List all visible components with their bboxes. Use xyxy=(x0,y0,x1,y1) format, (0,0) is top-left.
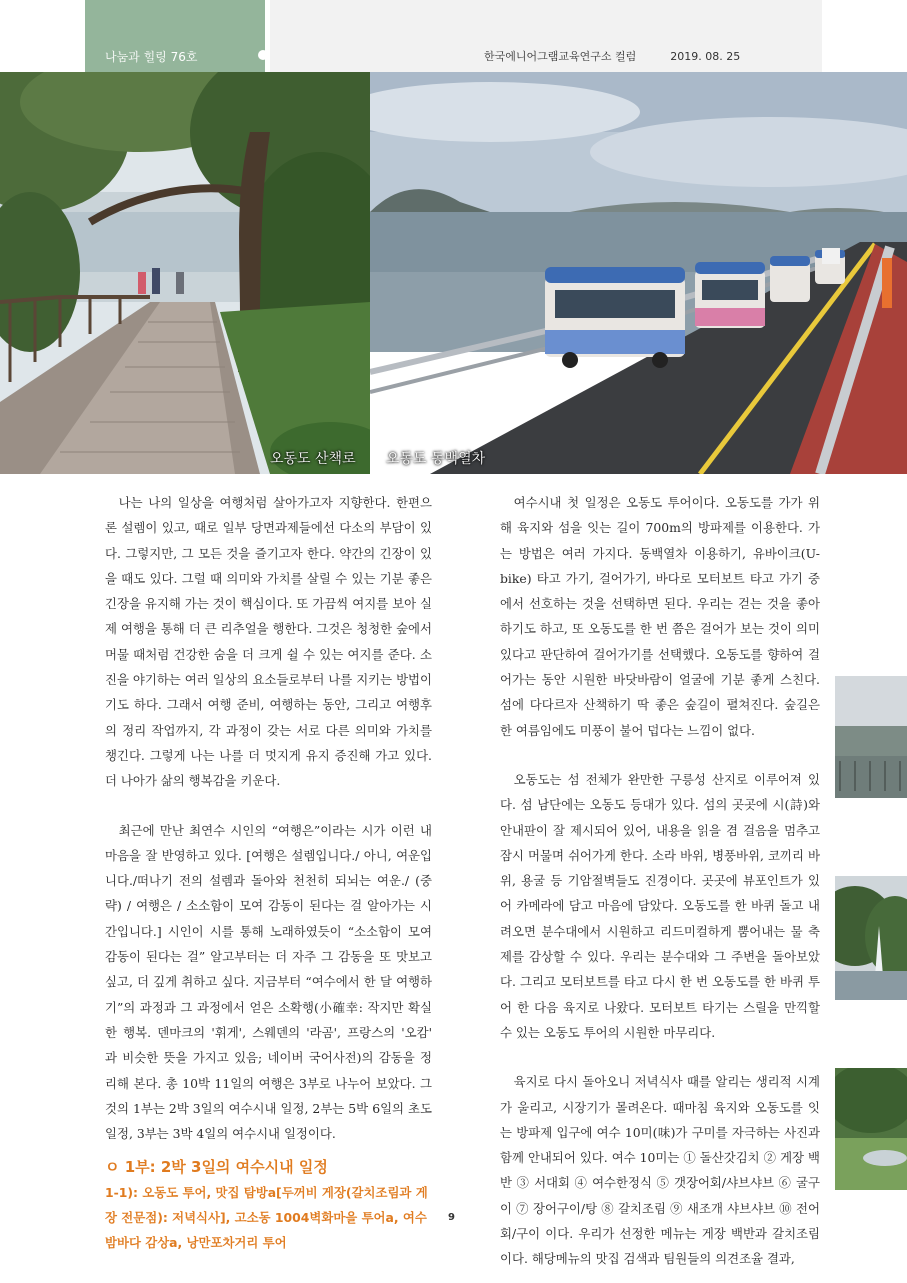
paragraph-gap xyxy=(500,1045,820,1069)
header-dot xyxy=(258,50,268,60)
header-meta xyxy=(484,48,740,64)
section-heading: ㅇ 1부: 2박 3일의 여수시내 일정 xyxy=(105,1158,328,1177)
thumbnail-harbor xyxy=(835,676,907,798)
right-column xyxy=(500,490,820,1272)
harbor-thumb-image xyxy=(835,676,907,798)
park-thumb-image xyxy=(835,1068,907,1190)
train-photo-image xyxy=(370,72,907,474)
caption-train: 오동도 동백열차 xyxy=(386,451,486,467)
photo-walkway xyxy=(0,72,370,474)
sub-heading: 1-1): 오동도 투어, 맛집 탐방a[두꺼비 게장(갈치조림과 게장 전문점): 저녁식사], 고소동 1004벽화마을 투어a, 여수 밤바다 감상a, 낭만포차거리 투어 xyxy=(105,1185,428,1251)
walkway-photo-image xyxy=(0,72,370,474)
paragraph: 여수시내 첫 일정은 오동도 투어이다. 오동도를 가가 위해 육지와 섬을 잇는 길이 700m의 방파제를 이용한다. 가는 방법은 여러 가지다. 동백열차 이용하기, 유바이크(U-bike) 타고 가기, 걸어가기, 바다로 모터보트 타고 가기 중에서 선호하는 것을 선택하면 된다. 우리는 걷는 것을 좋아하기도 하고, 또 오동도를 한 번 쯤은 걸어가 보는 것이 의미 있다고 판단하여 걸어가기를 선택했다. 오동도를 향하여 걸어가는 동안 시원한 바닷바람이 얼굴에 기분 좋게 스친다. 섬에 다다르자 산책하기 딱 좋은 숲길이 펼쳐진다. 숲길은 한 여름임에도 미풍이 불어 덥다는 느낌이 없다. xyxy=(500,495,820,738)
caption-walkway: 오동도 산책로 xyxy=(270,451,356,467)
paragraph: 최근에 만난 최연수 시인의 “여행은”이라는 시가 이런 내 마음을 잘 반영하고 있다. [여행은 설렘입니다./ 아니, 여운입니다./떠나기 전의 설렘과 돌아와 천천히 되뇌는 여운./ (중략) / 여행은 / 소소함이 모여 감동이 된다는 걸 알아가는 시간입니다.] 시인이 시를 통해 노래하였듯이 “소소함이 모여 감동이 된다는 걸” 알고부터는 더 자주 그 감동을 또 맛보고 싶고, 더 깊게 취하고 싶다. 지금부터 “여수에서 한 달 여행하기”의 과정과 그 과정에서 얻은 소확행(小確幸: 작지만 확실한 행복. 덴마크의 '휘게', 스웨덴의 '라곰', 프랑스의 '오캄' 과 비슷한 뜻을 가지고 있음; 네이버 국어사전)의 감동을 정리해 본다. 총 10박 11일의 여행은 3부로 나누어 보았다. 그것의 1부는 2박 3일의 여수시내 일정, 2부는 5박 6일의 초도 일정, 3부는 3박 4일의 여수시내 일정이다. xyxy=(105,822,432,1142)
left-column xyxy=(105,490,432,1255)
thumbnail-park xyxy=(835,1068,907,1190)
fountain-thumb-image xyxy=(835,876,907,1000)
photo-train xyxy=(370,72,907,474)
page-number: 9 xyxy=(448,1212,455,1223)
paragraph: 나는 나의 일상을 여행처럼 살아가고자 지향한다. 한편으론 설렘이 있고, 때로 일부 당면과제들에선 다소의 부담이 있다. 그렇지만, 그 모든 것을 즐기고자 한다. 약간의 긴장이 있을 때도 있다. 그럴 때 의미와 가치를 살릴 수 있는 기분 좋은 긴장을 유지해 가는 것이 핵심이다. 또 가끔씩 여지를 보아 실제 여행을 통해 더 큰 리추얼을 행한다. 그것은 청청한 숲에서 머물 때처럼 건강한 숨을 더 크게 쉴 수 있는 여지를 준다. 소진을 야기하는 여러 일상의 요소들로부터 나를 지키는 방법이기도 하다. 그래서 여행 준비, 여행하는 동안, 그리고 여행후의 정리 작업까지, 각 과정이 갖는 서로 다른 의미와 가치를 챙긴다. 그렇게 나는 나를 더 멋지게 유지 증진해 가고 있다. 더 나아가 삶의 행복감을 키운다. xyxy=(105,495,432,789)
paragraph-gap xyxy=(105,794,432,818)
paragraph-gap xyxy=(500,743,820,767)
paragraph: 육지로 다시 돌아오니 저녁식사 때를 알리는 생리적 시계가 울리고, 시장기가 몰려온다. 때마침 육지와 오동도를 잇는 방파제 입구에 여수 10미(味)가 구미를 자극하는 사진과 함께 안내되어 있다. 여수 10미는 ① 돌산갓김치 ② 게장 백반 ③ 서대회 ④ 여수한정식 ⑤ 갯장어회/샤브샤브 ⑥ 굴구이 ⑦ 장어구이/탕 ⑧ 갈치조림 ⑨ 새조개 샤브샤브 ⑩ 전어회/구이 이다. 우리가 선정한 메뉴는 게장 백반과 갈치조림이다. 해당메뉴의 맛집 검색과 팀원들의 의견조율 결과, xyxy=(500,1074,820,1267)
thumbnail-fountain xyxy=(835,876,907,1000)
publisher-label: 한국에니어그램교육연구소 컬럼 xyxy=(484,50,637,63)
issue-label: 나눔과 힐링 76호 xyxy=(105,50,198,64)
issue-date: 2019. 08. 25 xyxy=(670,50,741,63)
paragraph: 오동도는 섬 전체가 완만한 구릉성 산지로 이루어져 있다. 섬 남단에는 오동도 등대가 있다. 섬의 곳곳에 시(詩)와 안내판이 잘 제시되어 있어, 내용을 읽을 겸 걸음을 멈추고 잠시 머물며 쉬어가게 한다. 소라 바위, 병풍바위, 코끼리 바위, 용굴 등 기암절벽들도 진경이다. 곳곳에 뷰포인트가 있어 카메라에 담고 마음에 담았다. 오동도를 한 바퀴 돌고 내려오면 분수대에서 시원하고 리드미컬하게 뿜어내는 물 축제를 감상할 수 있다. 우리는 분수대와 그 주변을 돌아보았다. 그리고 모터보트를 타고 다시 한 번 오동도를 한 바퀴 투어 한 다음 육지로 나왔다. 모터보트 타기는 스릴을 만끽할 수 있는 오동도 투어의 시원한 마무리다. xyxy=(500,771,820,1040)
